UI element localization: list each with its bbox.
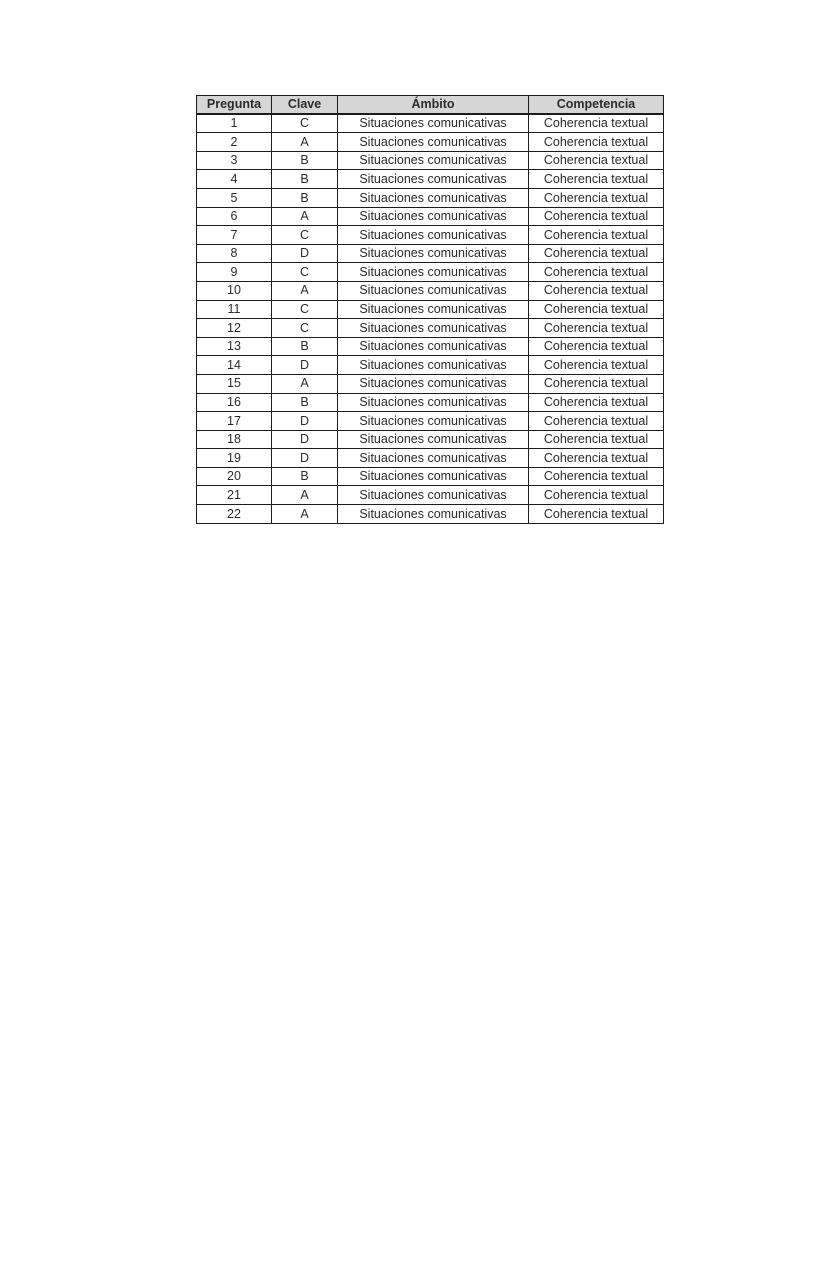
cell-pregunta: 21: [197, 486, 272, 505]
table-row: [197, 337, 664, 356]
cell-competencia: Coherencia textual: [529, 412, 664, 431]
cell-competencia: Coherencia textual: [529, 114, 664, 133]
cell-pregunta: 14: [197, 356, 272, 375]
cell-pregunta: 7: [197, 226, 272, 245]
table-row: [197, 412, 664, 431]
column-header-pregunta: Pregunta: [197, 96, 272, 115]
cell-competencia: Coherencia textual: [529, 430, 664, 449]
table-row: [197, 244, 664, 263]
cell-competencia: Coherencia textual: [529, 374, 664, 393]
cell-clave: B: [272, 170, 338, 189]
cell-ambito: Situaciones comunicativas: [338, 114, 529, 133]
table-row: [197, 207, 664, 226]
cell-pregunta: 1: [197, 114, 272, 133]
cell-clave: A: [272, 133, 338, 152]
cell-clave: D: [272, 412, 338, 431]
cell-clave: A: [272, 207, 338, 226]
cell-ambito: Situaciones comunicativas: [338, 300, 529, 319]
cell-competencia: Coherencia textual: [529, 188, 664, 207]
table-row: [197, 151, 664, 170]
cell-ambito: Situaciones comunicativas: [338, 337, 529, 356]
cell-competencia: Coherencia textual: [529, 393, 664, 412]
table-row: [197, 430, 664, 449]
cell-clave: D: [272, 356, 338, 375]
cell-competencia: Coherencia textual: [529, 467, 664, 486]
cell-competencia: Coherencia textual: [529, 170, 664, 189]
cell-pregunta: 3: [197, 151, 272, 170]
cell-pregunta: 19: [197, 449, 272, 468]
cell-clave: C: [272, 226, 338, 245]
cell-pregunta: 11: [197, 300, 272, 319]
cell-ambito: Situaciones comunicativas: [338, 281, 529, 300]
cell-ambito: Situaciones comunicativas: [338, 449, 529, 468]
answer-key-table: [196, 95, 664, 524]
column-header-clave: Clave: [272, 96, 338, 115]
table-row: [197, 356, 664, 375]
table-header-row: [197, 96, 664, 115]
cell-competencia: Coherencia textual: [529, 263, 664, 282]
table-row: [197, 281, 664, 300]
cell-pregunta: 4: [197, 170, 272, 189]
cell-clave: A: [272, 486, 338, 505]
cell-clave: A: [272, 281, 338, 300]
cell-pregunta: 12: [197, 319, 272, 338]
cell-pregunta: 6: [197, 207, 272, 226]
cell-pregunta: 17: [197, 412, 272, 431]
cell-competencia: Coherencia textual: [529, 319, 664, 338]
table-row: [197, 300, 664, 319]
table-row: [197, 263, 664, 282]
cell-ambito: Situaciones comunicativas: [338, 319, 529, 338]
cell-clave: C: [272, 114, 338, 133]
table-row: [197, 505, 664, 524]
cell-clave: A: [272, 374, 338, 393]
cell-clave: D: [272, 244, 338, 263]
cell-competencia: Coherencia textual: [529, 449, 664, 468]
cell-competencia: Coherencia textual: [529, 207, 664, 226]
cell-ambito: Situaciones comunicativas: [338, 356, 529, 375]
cell-ambito: Situaciones comunicativas: [338, 393, 529, 412]
cell-clave: B: [272, 393, 338, 412]
table-row: [197, 133, 664, 152]
cell-clave: B: [272, 151, 338, 170]
cell-clave: C: [272, 263, 338, 282]
cell-clave: A: [272, 505, 338, 524]
table-row: [197, 226, 664, 245]
table-row: [197, 188, 664, 207]
cell-competencia: Coherencia textual: [529, 281, 664, 300]
cell-pregunta: 15: [197, 374, 272, 393]
cell-clave: C: [272, 319, 338, 338]
cell-clave: D: [272, 430, 338, 449]
cell-clave: B: [272, 337, 338, 356]
table-row: [197, 486, 664, 505]
cell-pregunta: 13: [197, 337, 272, 356]
column-header-ambito: Ámbito: [338, 96, 529, 115]
cell-pregunta: 16: [197, 393, 272, 412]
cell-ambito: Situaciones comunicativas: [338, 170, 529, 189]
cell-ambito: Situaciones comunicativas: [338, 133, 529, 152]
table-row: [197, 319, 664, 338]
table-row: [197, 393, 664, 412]
column-header-competencia: Competencia: [529, 96, 664, 115]
cell-ambito: Situaciones comunicativas: [338, 263, 529, 282]
cell-pregunta: 10: [197, 281, 272, 300]
cell-ambito: Situaciones comunicativas: [338, 486, 529, 505]
cell-clave: B: [272, 188, 338, 207]
cell-pregunta: 22: [197, 505, 272, 524]
cell-competencia: Coherencia textual: [529, 505, 664, 524]
cell-ambito: Situaciones comunicativas: [338, 412, 529, 431]
cell-competencia: Coherencia textual: [529, 226, 664, 245]
cell-ambito: Situaciones comunicativas: [338, 244, 529, 263]
cell-clave: B: [272, 467, 338, 486]
cell-ambito: Situaciones comunicativas: [338, 207, 529, 226]
cell-ambito: Situaciones comunicativas: [338, 505, 529, 524]
cell-pregunta: 2: [197, 133, 272, 152]
cell-pregunta: 9: [197, 263, 272, 282]
cell-competencia: Coherencia textual: [529, 337, 664, 356]
cell-competencia: Coherencia textual: [529, 486, 664, 505]
cell-ambito: Situaciones comunicativas: [338, 151, 529, 170]
table-row: [197, 374, 664, 393]
cell-competencia: Coherencia textual: [529, 244, 664, 263]
cell-ambito: Situaciones comunicativas: [338, 430, 529, 449]
cell-ambito: Situaciones comunicativas: [338, 226, 529, 245]
cell-clave: C: [272, 300, 338, 319]
cell-competencia: Coherencia textual: [529, 356, 664, 375]
cell-pregunta: 18: [197, 430, 272, 449]
cell-competencia: Coherencia textual: [529, 300, 664, 319]
cell-pregunta: 5: [197, 188, 272, 207]
table-row: [197, 170, 664, 189]
cell-ambito: Situaciones comunicativas: [338, 188, 529, 207]
table-row: [197, 467, 664, 486]
cell-ambito: Situaciones comunicativas: [338, 374, 529, 393]
table-row: [197, 449, 664, 468]
cell-ambito: Situaciones comunicativas: [338, 467, 529, 486]
cell-competencia: Coherencia textual: [529, 151, 664, 170]
cell-clave: D: [272, 449, 338, 468]
cell-pregunta: 20: [197, 467, 272, 486]
table-body: [197, 114, 664, 523]
table-row: [197, 114, 664, 133]
cell-competencia: Coherencia textual: [529, 133, 664, 152]
cell-pregunta: 8: [197, 244, 272, 263]
